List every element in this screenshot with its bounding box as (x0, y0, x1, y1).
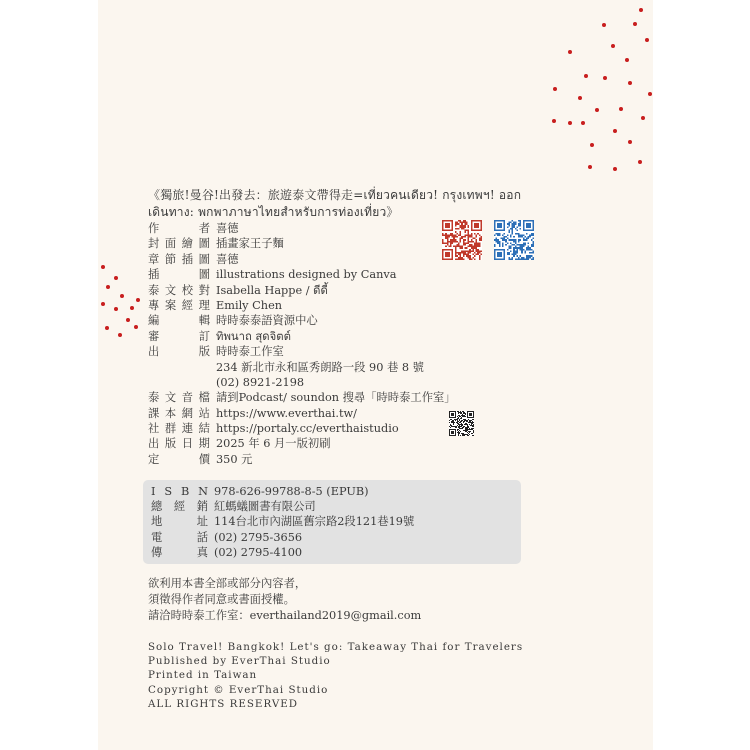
english-colophon (148, 640, 523, 711)
distribution-row (151, 545, 302, 560)
decorative-dot (611, 44, 615, 48)
distribution-info-panel (143, 480, 521, 564)
qr-code-icon (494, 220, 534, 260)
credit-value: 350 元 (216, 452, 253, 466)
decorative-dot (648, 92, 652, 96)
decorative-dot (114, 276, 118, 280)
credit-row (148, 344, 548, 359)
decorative-dot (613, 167, 617, 171)
credit-label (148, 360, 210, 375)
decorative-dot (114, 307, 118, 311)
credit-row (148, 421, 548, 436)
credit-row (148, 283, 548, 298)
credit-row (148, 329, 548, 344)
distribution-value: (02) 2795-4100 (214, 545, 303, 559)
credit-label: 泰 文 校 對 (148, 283, 210, 297)
rights-line: ALL RIGHTS RESERVED (148, 697, 299, 710)
distribution-label: 地 址 (151, 515, 208, 529)
credit-value[interactable]: https://portaly.cc/everthaistudio (216, 422, 399, 436)
decorative-dot (633, 22, 637, 26)
decorative-dot (639, 8, 643, 12)
credit-row (148, 390, 548, 405)
decorative-dot (126, 318, 130, 322)
credit-row (148, 360, 548, 375)
book-title-line-1: 《獨旅!曼谷!出發去：旅遊泰文帶得走=เที่ยวคนเดียว! กรุงเทพฯ! ออก (148, 188, 522, 202)
credit-value: 喜德 (216, 252, 239, 266)
credit-label: 社 群 連 結 (148, 422, 210, 436)
decorative-dot (641, 116, 645, 120)
credit-value: 喜德 (216, 222, 239, 235)
permission-line-2: 須徵得作者同意或書面授權。 (148, 593, 295, 606)
decorative-dot (603, 76, 607, 80)
permission-line-3: 請洽時時泰工作室：everthailand2019@gmail.com (148, 609, 422, 622)
credit-label: 作 者 (148, 222, 210, 235)
credit-label: 泰 文 音 檔 (148, 391, 210, 405)
decorative-dot (106, 285, 110, 289)
distribution-value: (02) 2795-3656 (214, 530, 303, 544)
permission-notice (148, 576, 421, 624)
credits-list (148, 221, 548, 467)
qr-code-icon (449, 411, 474, 436)
book-title (148, 187, 568, 221)
credit-label: 出 版 (148, 345, 210, 359)
credit-value: 2025 年 6 月一版初刷 (216, 437, 331, 451)
decorative-dot (568, 121, 572, 125)
decorative-dot (120, 294, 124, 298)
credit-label: 插 圖 (148, 268, 210, 282)
credit-row (148, 406, 548, 421)
credit-label: 專 案 經 理 (148, 298, 210, 312)
credit-label: 出 版 日 期 (148, 437, 210, 451)
distribution-row (151, 499, 316, 514)
credit-value: illustrations designed by Canva (216, 268, 397, 282)
credit-value[interactable]: https://www.everthai.tw/ (216, 406, 357, 420)
credit-row (148, 436, 548, 451)
decorative-dot (638, 160, 642, 164)
decorative-dot (101, 265, 105, 269)
distribution-row (151, 514, 414, 529)
credit-label: 審 訂 (148, 329, 210, 343)
credit-row (148, 452, 548, 467)
credit-label: 章 節 插 圖 (148, 252, 210, 266)
credit-value: Isabella Happe / ดีดี้ (216, 283, 328, 297)
distribution-label: 傳 真 (151, 545, 208, 559)
distribution-row (151, 484, 369, 499)
distribution-label: 電 話 (151, 530, 208, 544)
decorative-dot (645, 38, 649, 42)
decorative-dot (595, 108, 599, 112)
decorative-dot (568, 50, 572, 54)
credit-label: 定 價 (148, 452, 210, 466)
qr-code-icon (442, 220, 482, 260)
credit-label: 編 輯 (148, 314, 210, 328)
decorative-dot (552, 119, 556, 123)
social-qr-code-icon[interactable] (449, 411, 474, 436)
credit-value: Emily Chen (216, 298, 283, 312)
decorative-dot (613, 129, 617, 133)
credit-value: 插畫家王子麵 (216, 237, 284, 251)
distribution-value: 紅螞蟻圖書有限公司 (214, 500, 316, 514)
credit-value: ทิพนาถ สุดจิตต์ (216, 329, 291, 343)
english-title: Solo Travel! Bangkok! Let's go: Takeaway Thai for Travelers (148, 641, 524, 653)
decorative-dot (584, 74, 588, 78)
permission-line-1: 欲利用本書全部或部分內容者， (148, 577, 307, 590)
decorative-dot (134, 325, 138, 329)
decorative-dot (619, 107, 623, 111)
distribution-row (151, 530, 302, 545)
decorative-dot (105, 326, 109, 330)
credit-value: 時時泰工作室 (216, 345, 284, 359)
decorative-dot (578, 96, 582, 100)
credit-value: 請到Podcast/ soundon 搜尋「時時泰工作室」 (216, 391, 456, 405)
credit-label (148, 375, 210, 390)
decorative-dot (581, 121, 585, 125)
decorative-dot (628, 140, 632, 144)
decorative-dot (588, 165, 592, 169)
decorative-dot (628, 81, 632, 85)
website-qr-code-icon[interactable] (494, 220, 534, 260)
decorative-dot (136, 298, 140, 302)
decorative-dot (553, 87, 557, 91)
copyright-line: Copyright © EverThai Studio (148, 683, 329, 696)
credit-row (148, 375, 548, 390)
book-title-line-2: เดินทาง: พกพาภาษาไทยสำหรับการท่องเที่ยว》 (148, 205, 399, 219)
publisher-line: Published by EverThai Studio (148, 655, 331, 668)
credit-row (148, 267, 548, 282)
credit-value: 時時泰泰語資源中心 (216, 314, 318, 328)
credit-row (148, 298, 548, 313)
podcast-qr-code-icon[interactable] (442, 220, 482, 260)
decorative-dot (101, 302, 105, 306)
decorative-dot (118, 333, 122, 337)
decorative-dot (590, 143, 594, 147)
decorative-dot (130, 306, 134, 310)
credit-row (148, 236, 548, 251)
credit-row (148, 221, 548, 236)
copyright-page (98, 0, 653, 750)
credit-row (148, 252, 548, 267)
decorative-dot (602, 23, 606, 27)
decorative-dot (625, 58, 629, 62)
distribution-label: 總 經 銷 (151, 500, 208, 514)
credit-label: 封 面 繪 圖 (148, 237, 210, 251)
credit-value: (02) 8921-2198 (216, 375, 305, 389)
distribution-value: 114台北市內湖區舊宗路2段121巷19號 (214, 515, 415, 529)
credit-label: 課 本 網 站 (148, 406, 210, 420)
printed-line: Printed in Taiwan (148, 669, 258, 682)
distribution-value: 978-626-99788-8-5 (EPUB) (214, 485, 369, 498)
credit-value: 234 新北市永和區秀朗路一段 90 巷 8 號 (216, 360, 424, 374)
distribution-label: I S B N (151, 485, 208, 498)
credit-row (148, 313, 548, 328)
